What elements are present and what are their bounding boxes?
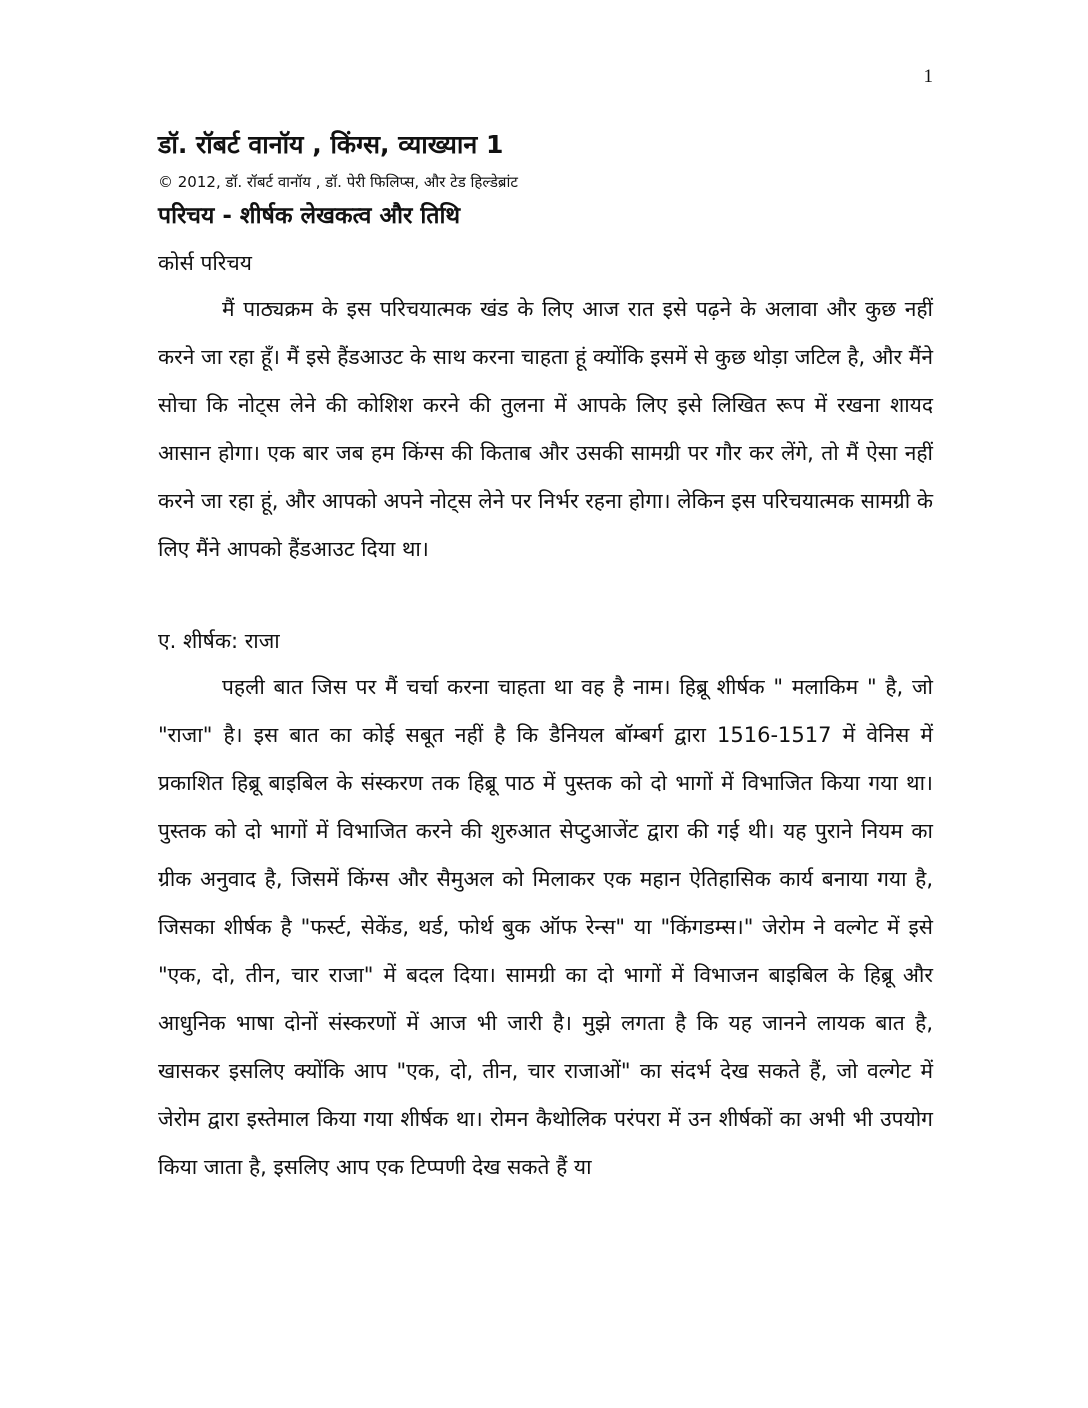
course-intro-heading: कोर्स परिचय <box>158 251 252 275</box>
subsection-a-heading: ए. शीर्षक: राजा <box>158 629 280 653</box>
copyright-line: © 2012, डॉ. रॉबर्ट वानॉय , डॉ. पेरी फिलिप्स, और टेड हिल्डेब्रांट <box>158 173 518 191</box>
page-number: 1 <box>923 66 933 87</box>
section-heading: परिचय - शीर्षक लेखकत्व और तिथि <box>158 203 461 229</box>
lecture-title: डॉ. रॉबर्ट वानॉय , किंग्स, व्याख्यान 1 <box>158 130 504 159</box>
paragraph-spacer <box>158 573 933 613</box>
title-paragraph: पहली बात जिस पर मैं चर्चा करना चाहता था वह है नाम। हिब्रू शीर्षक " मलाकिम " है, जो "राजा" है। इस बात का कोई सबूत नहीं है कि डैनियल बॉम्बर्ग द्वारा 1516-1517 में वेनिस में प्रकाशित हिब्रू बाइबिल के संस्करण तक हिब्रू पाठ में पुस्तक को दो भागों में विभाजित किया गया था। पुस्तक को दो भागों में विभाजित करने की शुरुआत सेप्टुआजेंट द्वारा की गई थी। यह पुराने नियम का ग्रीक अनुवाद है, जिसमें किंग्स और सैमुअल को मिलाकर एक महान ऐतिहासिक कार्य बनाया गया है, जिसका शीर्षक है "फर्स्ट, सेकेंड, थर्ड, फोर्थ बुक ऑफ रेन्स" या "किंगडम्स।" जेरोम ने वल्गेट में इसे "एक, दो, तीन, चार राजा" में बदल दिया। सामग्री का दो भागों में विभाजन बाइबिल के हिब्रू और आधुनिक भाषा दोनों संस्करणों में आज भी जारी है। मुझे लगता है कि यह जानने लायक बात है, खासकर इसलिए क्योंकि आप "एक, दो, तीन, चार राजाओं" का संदर्भ देख सकते हैं, जो वल्गेट में जेरोम द्वारा इस्तेमाल किया गया शीर्षक था। रोमन कैथोलिक परंपरा में उन शीर्षकों का अभी भी उपयोग किया जाता है, इसलिए आप एक टिप्पणी देख सकते हैं या <box>158 675 933 1179</box>
intro-paragraph: मैं पाठ्यक्रम के इस परिचयात्मक खंड के लिए आज रात इसे पढ़ने के अलावा और कुछ नहीं करने जा रहा हूँ। मैं इसे हैंडआउट के साथ करना चाहता हूं क्योंकि इसमें से कुछ थोड़ा जटिल है, और मैंने सोचा कि नोट्स लेने की कोशिश करने की तुलना में आपके लिए इसे लिखित रूप में रखना शायद आसान होगा। एक बार जब हम किंग्स की किताब और उसकी सामग्री पर गौर कर लेंगे, तो मैं ऐसा नहीं करने जा रहा हूं, और आपको अपने नोट्स लेने पर निर्भर रहना होगा। लेकिन इस परिचयात्मक सामग्री के लिए मैंने आपको हैंडआउट दिया था। <box>158 297 933 561</box>
document-body <box>158 127 933 1191</box>
